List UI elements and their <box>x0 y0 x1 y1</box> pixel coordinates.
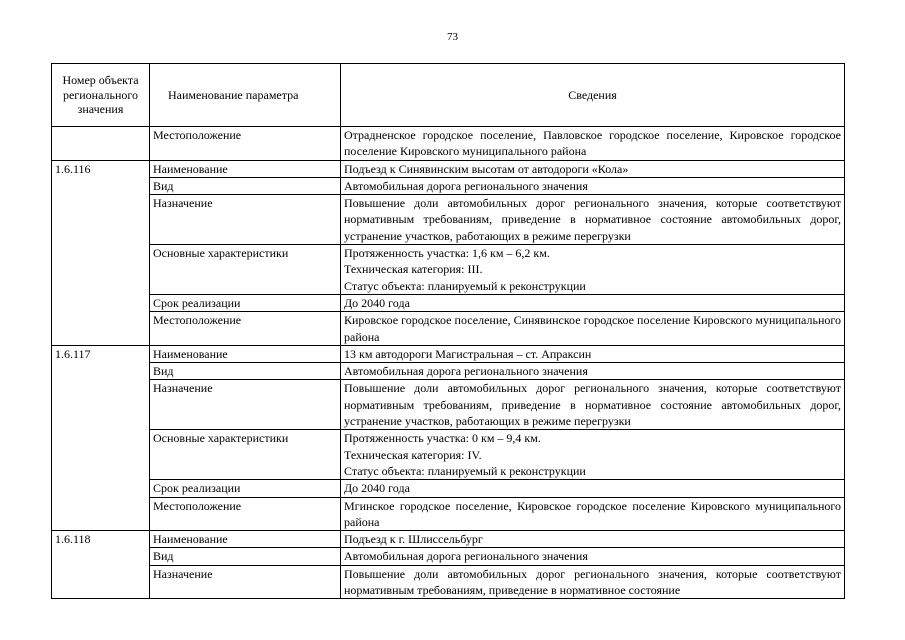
value-line: Статус объекта: планируемый к реконструкции <box>344 278 586 293</box>
value-line: Подъезд к Синявинским высотам от автодороги «Кола» <box>344 161 629 176</box>
value-line: Отрадненское городское поселение, Павловское городское поселение, Кировское городское поселение Кировского муниципального района <box>344 128 841 159</box>
page-number: 73 <box>447 31 458 43</box>
parameter-value-cell <box>341 127 845 161</box>
value-line: Автомобильная дорога регионального значения <box>344 178 588 193</box>
parameter-value-cell <box>341 430 845 480</box>
value-line: Повышение доли автомобильных дорог регионального значения, которые соответствуют нормативным требованиям, приведение в нормативное состояние автомобильных дорог, устранение участков, работающих в режиме перегрузки <box>344 196 841 243</box>
parameter-name-cell: Назначение <box>150 195 341 245</box>
value-line: Техническая категория: IV. <box>344 447 482 462</box>
parameter-value-cell <box>341 160 845 177</box>
table-row <box>52 480 845 497</box>
table-row <box>52 160 845 177</box>
table-row <box>52 380 845 430</box>
table-row <box>52 312 845 346</box>
table-row <box>52 548 845 565</box>
table-row <box>52 363 845 380</box>
table-row <box>52 345 845 362</box>
parameter-name-cell: Наименование <box>150 345 341 362</box>
value-line: Техническая категория: III. <box>344 262 483 277</box>
parameter-name-cell: Вид <box>150 363 341 380</box>
value-line: Статус объекта: планируемый к реконструкции <box>344 463 586 478</box>
header-parameter-name: Наименование параметра <box>150 64 341 127</box>
parameter-value-cell <box>341 380 845 430</box>
parameter-value-cell <box>341 497 845 531</box>
value-line: Подъезд к г. Шлиссельбург <box>344 532 483 547</box>
parameter-value-cell <box>341 480 845 497</box>
value-line: Протяженность участка: 1,6 км – 6,2 км. <box>344 246 550 261</box>
parameter-name-cell: Местоположение <box>150 497 341 531</box>
header-info: Сведения <box>341 64 845 127</box>
value-line: 13 км автодороги Магистральная – ст. Апраксин <box>344 346 592 361</box>
parameter-value-cell <box>341 177 845 194</box>
table-row <box>52 430 845 480</box>
parameter-name-cell: Вид <box>150 177 341 194</box>
parameter-value-cell <box>341 565 845 599</box>
parameter-name-cell: Основные характеристики <box>150 245 341 295</box>
value-line: До 2040 года <box>344 295 410 310</box>
parameter-name-cell: Местоположение <box>150 312 341 346</box>
parameter-value-cell <box>341 345 845 362</box>
parameter-name-cell: Срок реализации <box>150 480 341 497</box>
table-row <box>52 565 845 599</box>
object-number-cell: 1.6.117 <box>52 345 150 530</box>
value-line: Протяженность участка: 0 км – 9,4 км. <box>344 431 541 446</box>
object-number-cell: 1.6.118 <box>52 531 150 599</box>
parameter-name-cell: Назначение <box>150 565 341 599</box>
parameter-value-cell <box>341 195 845 245</box>
table-header-row <box>52 64 845 127</box>
table-row <box>52 531 845 548</box>
value-line: Кировское городское поселение, Синявинское городское поселение Кировского муниципального района <box>344 313 841 344</box>
value-line: Повышение доли автомобильных дорог регионального значения, которые соответствуют нормативным требованиям, приведение в нормативное состояние <box>344 566 841 598</box>
table-row <box>52 195 845 245</box>
table-body <box>52 127 845 599</box>
parameter-value-cell <box>341 531 845 548</box>
parameter-name-cell: Назначение <box>150 380 341 430</box>
parameter-name-cell: Наименование <box>150 160 341 177</box>
parameter-value-cell <box>341 245 845 295</box>
value-line: Автомобильная дорога регионального значения <box>344 364 588 379</box>
parameter-name-cell: Основные характеристики <box>150 430 341 480</box>
parameter-value-cell <box>341 294 845 311</box>
object-number-cell <box>52 127 150 161</box>
parameter-name-cell: Срок реализации <box>150 294 341 311</box>
header-object-number: Номер объекта регионального значения <box>52 64 150 127</box>
parameter-name-cell: Вид <box>150 548 341 565</box>
parameter-name-cell: Наименование <box>150 531 341 548</box>
table-row <box>52 245 845 295</box>
parameter-value-cell <box>341 548 845 565</box>
table-row <box>52 127 845 161</box>
parameter-value-cell <box>341 312 845 346</box>
table-row <box>52 294 845 311</box>
object-number-cell: 1.6.116 <box>52 160 150 345</box>
value-line: Повышение доли автомобильных дорог регионального значения, которые соответствуют нормативным требованиям, приведение в нормативное состояние автомобильных дорог, устранение участков, работающих в режиме перегрузки <box>344 381 841 429</box>
value-line: До 2040 года <box>344 481 410 496</box>
value-line: Автомобильная дорога регионального значения <box>344 549 588 564</box>
parameter-value-cell <box>341 363 845 380</box>
table-row <box>52 497 845 531</box>
regional-objects-table <box>51 63 845 599</box>
value-line: Мгинское городское поселение, Кировское городское поселение Кировского муниципального района <box>344 498 841 529</box>
table-row <box>52 177 845 194</box>
parameter-name-cell: Местоположение <box>150 127 341 161</box>
